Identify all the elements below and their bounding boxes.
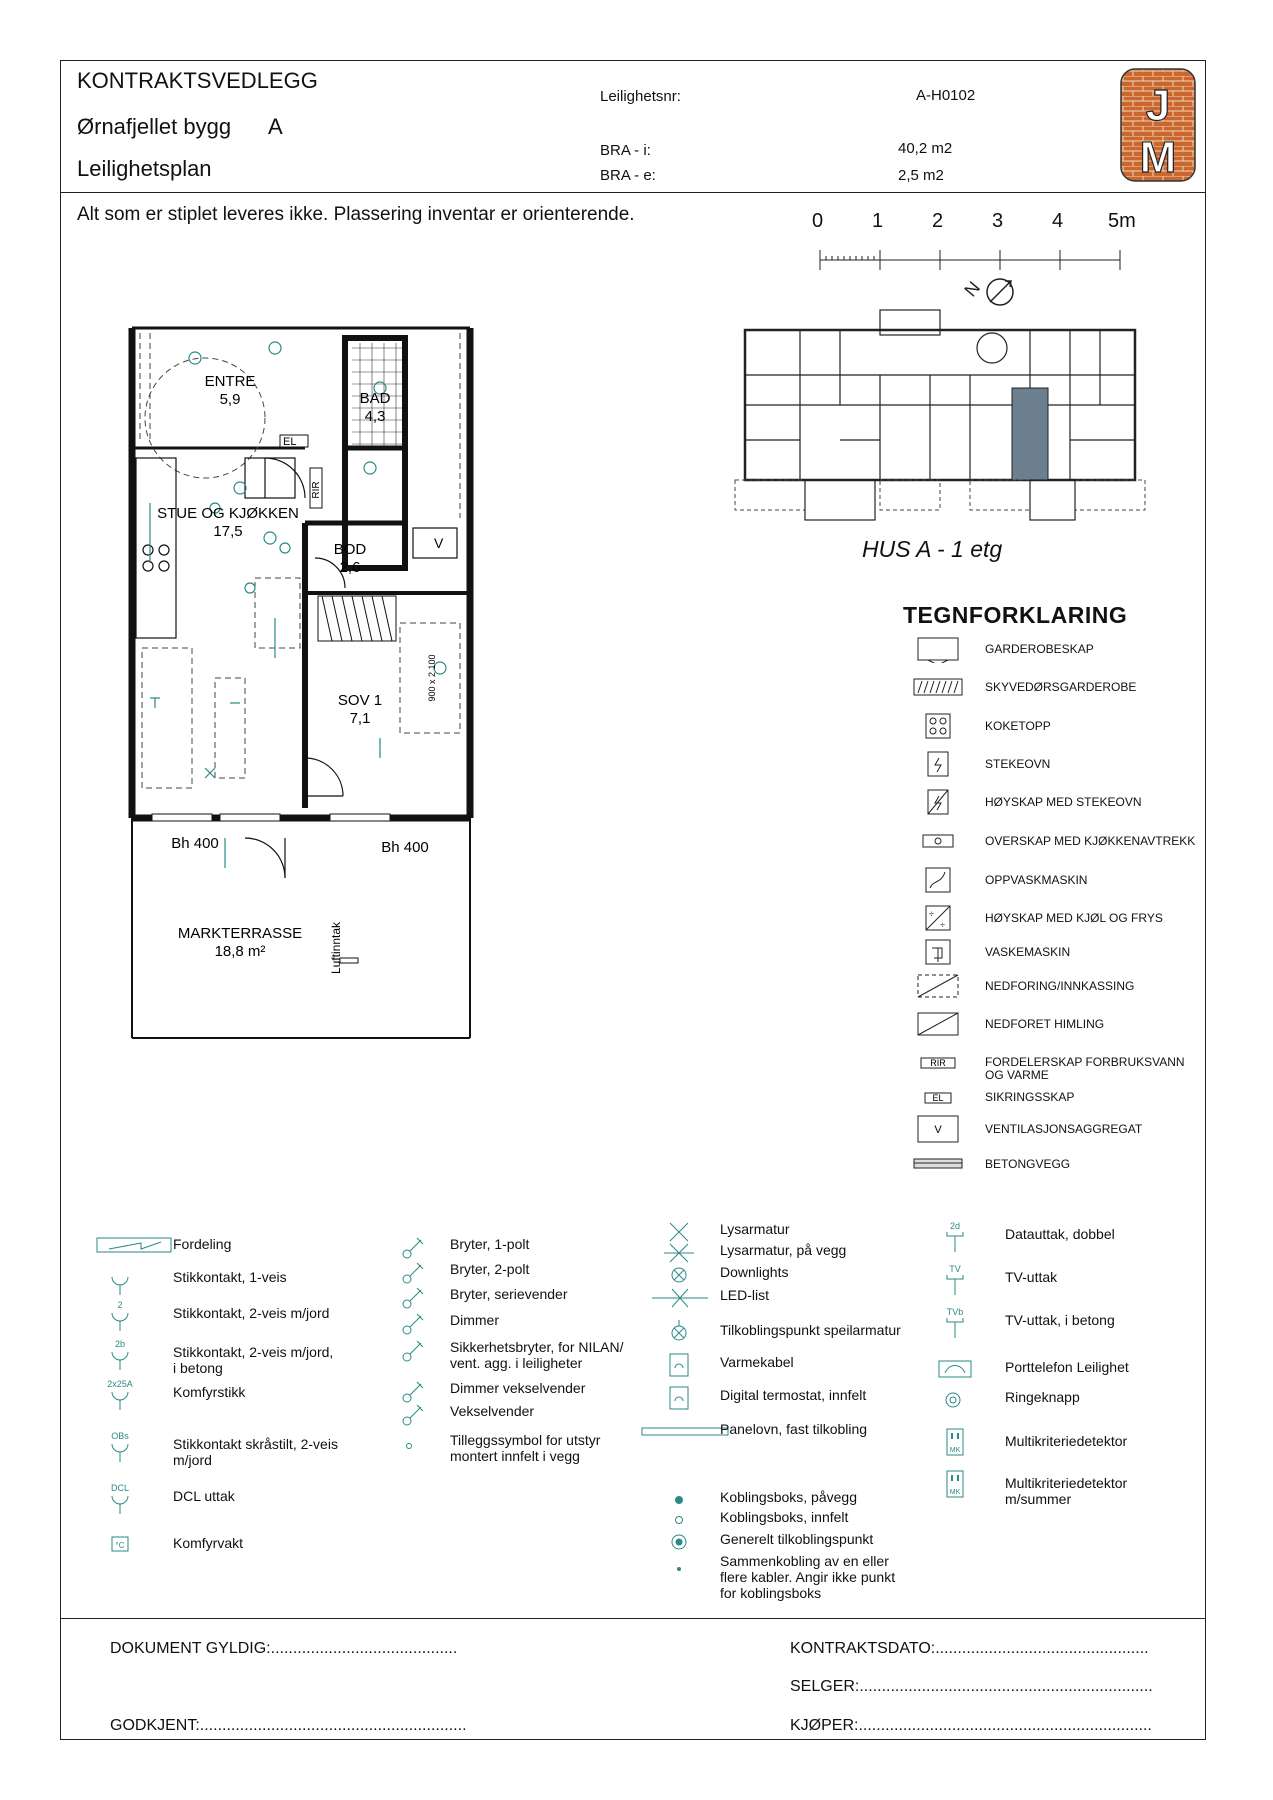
electrical-legend-label: i betong xyxy=(173,1360,223,1376)
rir-label: RIR xyxy=(311,481,322,499)
electrical-legend-label: Bryter, 1-polt xyxy=(450,1236,530,1252)
tall-oven-icon xyxy=(913,788,963,816)
svg-text:TVb: TVb xyxy=(946,1307,964,1317)
svg-text:2x25A: 2x25A xyxy=(107,1379,133,1389)
intercom-icon xyxy=(935,1353,975,1387)
detector-icon xyxy=(935,1427,975,1461)
legend-label: OVERSKAP MED KJØKKENAVTREKK xyxy=(985,834,1196,848)
svg-text:J: J xyxy=(1145,81,1171,130)
apartment-number-value: A-H0102 xyxy=(916,87,976,104)
room-bod-area: 2,6 xyxy=(339,559,361,576)
stove-guard-icon xyxy=(100,1529,140,1563)
header-divider xyxy=(60,192,1206,193)
north-label: N xyxy=(960,277,985,301)
delivery-note: Alt som er stiplet leveres ikke. Plassering inventar er orienterende. xyxy=(77,204,635,225)
electrical-legend-label: Stikkontakt skråstilt, 2-veis xyxy=(173,1436,338,1452)
svg-text:RIR: RIR xyxy=(930,1058,946,1068)
electrical-legend-label: Stikkontakt, 1-veis xyxy=(173,1269,287,1285)
room-sov-area: 7,1 xyxy=(349,710,371,727)
room-stue-area: 17,5 xyxy=(213,523,243,540)
legend-label: SIKRINGSSKAP xyxy=(985,1090,1075,1104)
electrical-legend-label: DCL uttak xyxy=(173,1488,235,1504)
legend-label: KOKETOPP xyxy=(985,719,1051,733)
bh-right-label: Bh 400 xyxy=(381,839,429,856)
electrical-legend-label: Downlights xyxy=(720,1264,789,1280)
electrical-legend-label: Fordeling xyxy=(173,1236,232,1252)
svg-text:°C: °C xyxy=(115,1541,125,1550)
doorbell-icon xyxy=(935,1383,975,1417)
electrical-legend-label: Sammenkobling av en eller xyxy=(720,1553,889,1569)
ventilation-icon xyxy=(913,1115,963,1143)
svg-text:EL: EL xyxy=(932,1093,944,1103)
legend-label: FORDELERSKAP FORBRUKSVANN xyxy=(985,1055,1185,1069)
electrical-legend-label: Digital termostat, innfelt xyxy=(720,1387,867,1403)
seller-field[interactable]: SELGER:.................................................................. xyxy=(790,1678,1153,1695)
electrical-legend-label: Stikkontakt, 2-veis m/jord xyxy=(173,1305,330,1321)
legend-label: SKYVEDØRSGARDEROBE xyxy=(985,680,1137,694)
room-terrace-name: MARKTERRASSE xyxy=(177,925,303,942)
wardrobe-icon xyxy=(913,635,963,663)
electrical-legend-label: Multikriteriedetektor xyxy=(1005,1433,1128,1449)
svg-text:2b: 2b xyxy=(114,1339,126,1349)
boxing-icon xyxy=(913,972,963,1000)
room-bad-area: 4,3 xyxy=(364,408,386,425)
distribution-icon xyxy=(95,1230,175,1264)
scale-tick-label: 1 xyxy=(872,210,884,232)
electrical-legend-label: Stikkontakt, 2-veis m/jord, xyxy=(173,1344,334,1360)
socket-1-icon xyxy=(100,1263,140,1297)
electrical-legend-label: Bryter, 2-polt xyxy=(450,1261,530,1277)
electrical-legend-label: Panelovn, fast tilkobling xyxy=(720,1421,868,1437)
room-sov-name: SOV 1 xyxy=(337,692,383,709)
legend-label: GARDEROBESKAP xyxy=(985,642,1094,656)
luftinntak-label: Luftinntak xyxy=(329,921,343,975)
scale-tick-label: 0 xyxy=(812,210,824,232)
legend-label: NEDFORING/INNKASSING xyxy=(985,979,1135,993)
svg-text:MK: MK xyxy=(949,1489,961,1496)
electrical-legend-label: Varmekabel xyxy=(720,1354,794,1370)
stove-socket-icon xyxy=(100,1378,140,1412)
footer-divider xyxy=(60,1618,1206,1619)
scale-tick-label: 4 xyxy=(1052,210,1064,232)
oven-icon xyxy=(913,750,963,778)
data-outlet-icon xyxy=(935,1220,975,1254)
bra-i-value: 40,2 m2 xyxy=(898,140,953,157)
scale-ruler xyxy=(810,244,1130,274)
electrical-legend-label: vent. agg. i leiligheter xyxy=(450,1355,583,1371)
heating-cable-icon xyxy=(660,1348,700,1382)
document-title: KONTRAKTSVEDLEGG xyxy=(77,68,318,93)
legend-label: HØYSKAP MED STEKEOVN xyxy=(985,795,1142,809)
svg-text:MK: MK xyxy=(949,1447,961,1454)
socket-2-icon xyxy=(100,1299,140,1333)
washer-icon xyxy=(913,938,963,966)
key-plan-caption: HUS A - 1 etg xyxy=(862,536,1003,562)
svg-text:÷: ÷ xyxy=(929,909,934,919)
electrical-legend-label: Dimmer xyxy=(450,1312,499,1328)
scale-tick-label: 2 xyxy=(932,210,944,232)
bra-i-label: BRA - i: xyxy=(600,142,651,159)
electrical-legend-label: Bryter, serievender xyxy=(450,1286,568,1302)
electrical-legend-label: Sikkerhetsbryter, for NILAN/ xyxy=(450,1339,624,1355)
angled-socket-icon xyxy=(100,1430,140,1464)
floor-plan xyxy=(120,318,490,1058)
electrical-legend-label: Dimmer vekselvender xyxy=(450,1380,586,1396)
led-strip-icon xyxy=(650,1281,710,1315)
electrical-legend-label: Koblingsboks, påvegg xyxy=(720,1489,857,1505)
sliding-wardrobe-icon xyxy=(913,673,963,701)
fridge-icon xyxy=(913,904,963,932)
legend-label-line2: OG VARME xyxy=(985,1068,1049,1082)
legend-label: HØYSKAP MED KJØL OG FRYS xyxy=(985,911,1163,925)
legend-label: STEKEOVN xyxy=(985,757,1051,771)
electrical-legend-label: Vekselvender xyxy=(450,1403,535,1419)
electrical-legend-label: m/jord xyxy=(173,1452,212,1468)
electrical-legend-label: Tilkoblingspunkt speilarmatur xyxy=(720,1322,901,1338)
dishwasher-icon xyxy=(913,866,963,894)
bh-left-label: Bh 400 xyxy=(171,835,219,852)
recessed-symbol-icon xyxy=(395,1426,435,1460)
contract-date-field[interactable]: KONTRAKTSDATO:................................................ xyxy=(790,1640,1149,1657)
electrical-legend-label: montert innfelt i vegg xyxy=(450,1448,580,1464)
electrical-legend-label: Ringeknapp xyxy=(1005,1389,1080,1405)
room-stue-name: STUE OG KJØKKEN xyxy=(157,505,299,522)
project-name: Ørnafjellet bygg xyxy=(77,114,232,139)
svg-text:V: V xyxy=(934,1124,942,1136)
electrical-legend-label: Komfyrvakt xyxy=(173,1535,244,1551)
document-valid-field[interactable]: DOKUMENT GYLDIG:.......................................... xyxy=(110,1640,458,1657)
document-subtitle: Leilighetsplan xyxy=(77,156,212,181)
electrical-legend-label: m/summer xyxy=(1005,1491,1072,1507)
svg-text:TV: TV xyxy=(949,1264,961,1274)
buyer-field[interactable]: KJØPER:.................................................................. xyxy=(790,1717,1152,1734)
panel-heater-icon xyxy=(640,1415,730,1449)
scale-tick-label: 5m xyxy=(1108,210,1136,232)
svg-text:÷: ÷ xyxy=(940,920,945,930)
wardrobe-dimension: 900 x 2 100 xyxy=(427,654,437,702)
legend-label: OPPVASKMASKIN xyxy=(985,873,1088,887)
el-label: EL xyxy=(283,436,297,448)
electrical-legend-label: Datauttak, dobbel xyxy=(1005,1226,1115,1242)
el-icon xyxy=(913,1083,963,1111)
cable-joint-icon xyxy=(660,1547,700,1581)
scale-tick-label: 3 xyxy=(992,210,1004,232)
svg-text:2d: 2d xyxy=(949,1221,961,1231)
legend-label: NEDFORET HIMLING xyxy=(985,1017,1105,1031)
electrical-legend-label: Komfyrstikk xyxy=(173,1384,246,1400)
tv-outlet-concrete-icon xyxy=(935,1306,975,1340)
svg-text:OBs: OBs xyxy=(111,1431,129,1441)
hood-icon xyxy=(913,827,963,855)
room-terrace-area: 18,8 m² xyxy=(214,943,266,960)
electrical-legend-label: Generelt tilkoblingspunkt xyxy=(720,1531,874,1547)
electrical-legend-label: Lysarmatur xyxy=(720,1221,790,1237)
electrical-legend-label: flere kabler. Angir ikke punkt xyxy=(720,1569,896,1585)
electrical-legend-label: LED-list xyxy=(720,1287,770,1303)
cooktop-icon xyxy=(913,712,963,740)
room-entre-name: ENTRE xyxy=(204,373,256,390)
svg-text:DCL: DCL xyxy=(110,1483,130,1493)
lowered-ceiling-icon xyxy=(913,1010,963,1038)
room-bad-name: BAD xyxy=(359,390,391,407)
safety-switch-icon xyxy=(395,1333,435,1367)
electrical-legend-label: Koblingsboks, innfelt xyxy=(720,1509,849,1525)
legend-label: VASKEMASKIN xyxy=(985,945,1071,959)
ventilation-label: V xyxy=(434,535,444,551)
apartment-number-label: Leilighetsnr: xyxy=(600,88,681,105)
svg-text:M: M xyxy=(1139,133,1177,182)
mirror-light-icon xyxy=(660,1316,700,1350)
approved-field[interactable]: GODKJENT:............................................................ xyxy=(110,1717,467,1734)
electrical-legend-label: for koblingsboks xyxy=(720,1585,822,1601)
rir-icon xyxy=(913,1048,963,1076)
detector-buzzer-icon xyxy=(935,1469,975,1503)
electrical-legend-label: Lysarmatur, på vegg xyxy=(720,1242,847,1258)
electrical-legend-label: TV-uttak, i betong xyxy=(1005,1312,1115,1328)
legend-label: VENTILASJONSAGGREGAT xyxy=(985,1122,1143,1136)
room-bod-name: BOD xyxy=(333,541,367,558)
bra-e-label: BRA - e: xyxy=(600,167,656,184)
electrical-legend-label: Tilleggssymbol for utstyr xyxy=(450,1432,601,1448)
bra-e-value: 2,5 m2 xyxy=(898,167,944,184)
svg-text:2: 2 xyxy=(117,1300,123,1310)
electrical-legend-label: Porttelefon Leilighet xyxy=(1005,1359,1129,1375)
key-plan xyxy=(730,300,1150,530)
electrical-legend-label: Multikriteriedetektor xyxy=(1005,1475,1128,1491)
thermostat-icon xyxy=(660,1381,700,1415)
jm-logo-icon xyxy=(1118,66,1198,184)
legend-label: BETONGVEGG xyxy=(985,1157,1071,1171)
tv-outlet-icon xyxy=(935,1263,975,1297)
electrical-legend-label: TV-uttak xyxy=(1005,1269,1058,1285)
dcl-icon xyxy=(100,1482,140,1516)
socket-2b-icon xyxy=(100,1338,140,1372)
room-entre-area: 5,9 xyxy=(219,391,241,408)
building-letter: A xyxy=(268,114,283,139)
legend-title: TEGNFORKLARING xyxy=(903,602,1128,628)
concrete-wall-icon xyxy=(913,1150,963,1178)
